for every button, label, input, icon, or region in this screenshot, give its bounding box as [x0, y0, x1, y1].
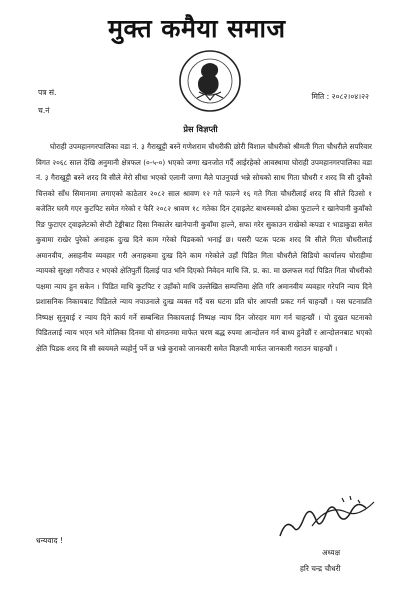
signature-scribble-icon — [272, 486, 382, 546]
dispatch-number-label: च.नं — [38, 106, 50, 115]
reference-numbers — [38, 84, 56, 120]
serial-number-label: पत्र सं. — [38, 88, 57, 97]
handwritten-signature — [272, 486, 382, 546]
signatory-title: अध्यक्ष — [322, 548, 341, 557]
organization-logo — [175, 46, 245, 116]
body-paragraph: घोराही उपमहानगरपालिका वडा नं. ३ गैराखुट्टी बस्ने गणेशराम चौधरीकी छोरी विशाल चौधरीको श्रीमती गिता चौधरीले सपरिवार विगत २०६८ साल देखि अनुमानी क्षेत्रफल (०-५-०) भएको जग्गा खनजोत गर्दै आईरहेको आवस्थामा घोराही उपमहानगरपालिका वडा नं. ३ गैराखुट्टी बस्ने शरद वि सीले मेरो सीधा भएको एलानी जग्गा मैले पाउनुपर्छ भन्ने सोचको साथ गिता चौधरी र शरद वि सी दुवैको चित्तको साँध सिमानामा लगाएको काठेतार २०८२ साल श्रावण १२ गते फाल्ने १६ गते गिता चौधरीलाई शरद वि सीले दिउसो १ बजेतिर घरमै गएर कुटपिट समेत गरेको र फेरि २०८२ श्रावण १८ गतेका दिन ट्वाइलेट बाथरुमको ढोका फुटाल्ने र खानेपानी कुवाँको रिङ फुटाएर ट्वाइलेटको सेप्टी टेङ्कीबाट दिसा निकालेर खानेपानी कुवाँमा हाल्ने, सफा गरेर सुकाउन राखेको कपडा र भाडाकुडा समेत कुवामा राखेर पुरेको अनाहक दुःख दिने काम गरेको पिडकको भनाई छ। यसरी पटक पटक शरद वि सीले गिता चौधरीलाई अमानवीय, असहनीय व्यवहार गरी अनाहकमा दुःख दिने काम गरेकोले उहाँ पिडित गिता चौधरीले सिडियो कार्यालय घोराहीमा न्यायको सुरक्षा गरीपाउ र भएको क्षेतिपुर्ती दिलाई पाउ भनि दिएको निवेदन माथि जि. प्र. का. मा छलफल गर्दा पिडित गिता चौधरीको पक्षमा न्याय हुन सकेन । पिडित माथि कुटपिट र उहाँको माथि उल्लेखित सम्पत्तिमा क्षेति गरि अमानवीय व्यवहार गरेपनि न्याय दिने प्रशासनिक निकायबाट पिडितले न्याय नपाउनाले दुःख व्यक्त गर्दै यस घटना प्रति घोर आपत्ती प्रकट गर्न चाहन्छौं । यस घटनाप्रति निष्पक्ष सुनुवाई र न्याय दिने कार्य गर्ने सम्बन्धित निकायलाई निष्पक्ष न्याय दिन जोरदार माग गर्न चाहन्छौं । यो दुखत घटनाको पिडितलाई न्याय भएन भने मोलिका दिनमा यो संगठनमा माफेत चरण बद्ध रुपमा आन्दोलन गर्न बाध्य हुनेछौं र आन्दोलनबाट भएको क्षेति पिडक शरद वि सी स्वयमले व्यहोर्नु पर्ने छ भन्ने कुराको जानकारी समेत विज्ञप्ती मार्फत जानकारी गराउन चाहन्छौं । — [36, 142, 372, 353]
document-heading: प्रेस विज्ञप्ती — [183, 124, 218, 134]
date-label: मिति : २०८२।०४।२२ — [311, 92, 369, 101]
closing-thanks: धन्यवाद ! — [36, 536, 63, 545]
press-release-body — [36, 139, 372, 356]
organization-title: मुक्त कमैया समाज — [108, 14, 286, 43]
logo-seal-icon — [175, 46, 245, 116]
signatory-name: हरि चन्द्र चौधरी — [300, 564, 341, 573]
